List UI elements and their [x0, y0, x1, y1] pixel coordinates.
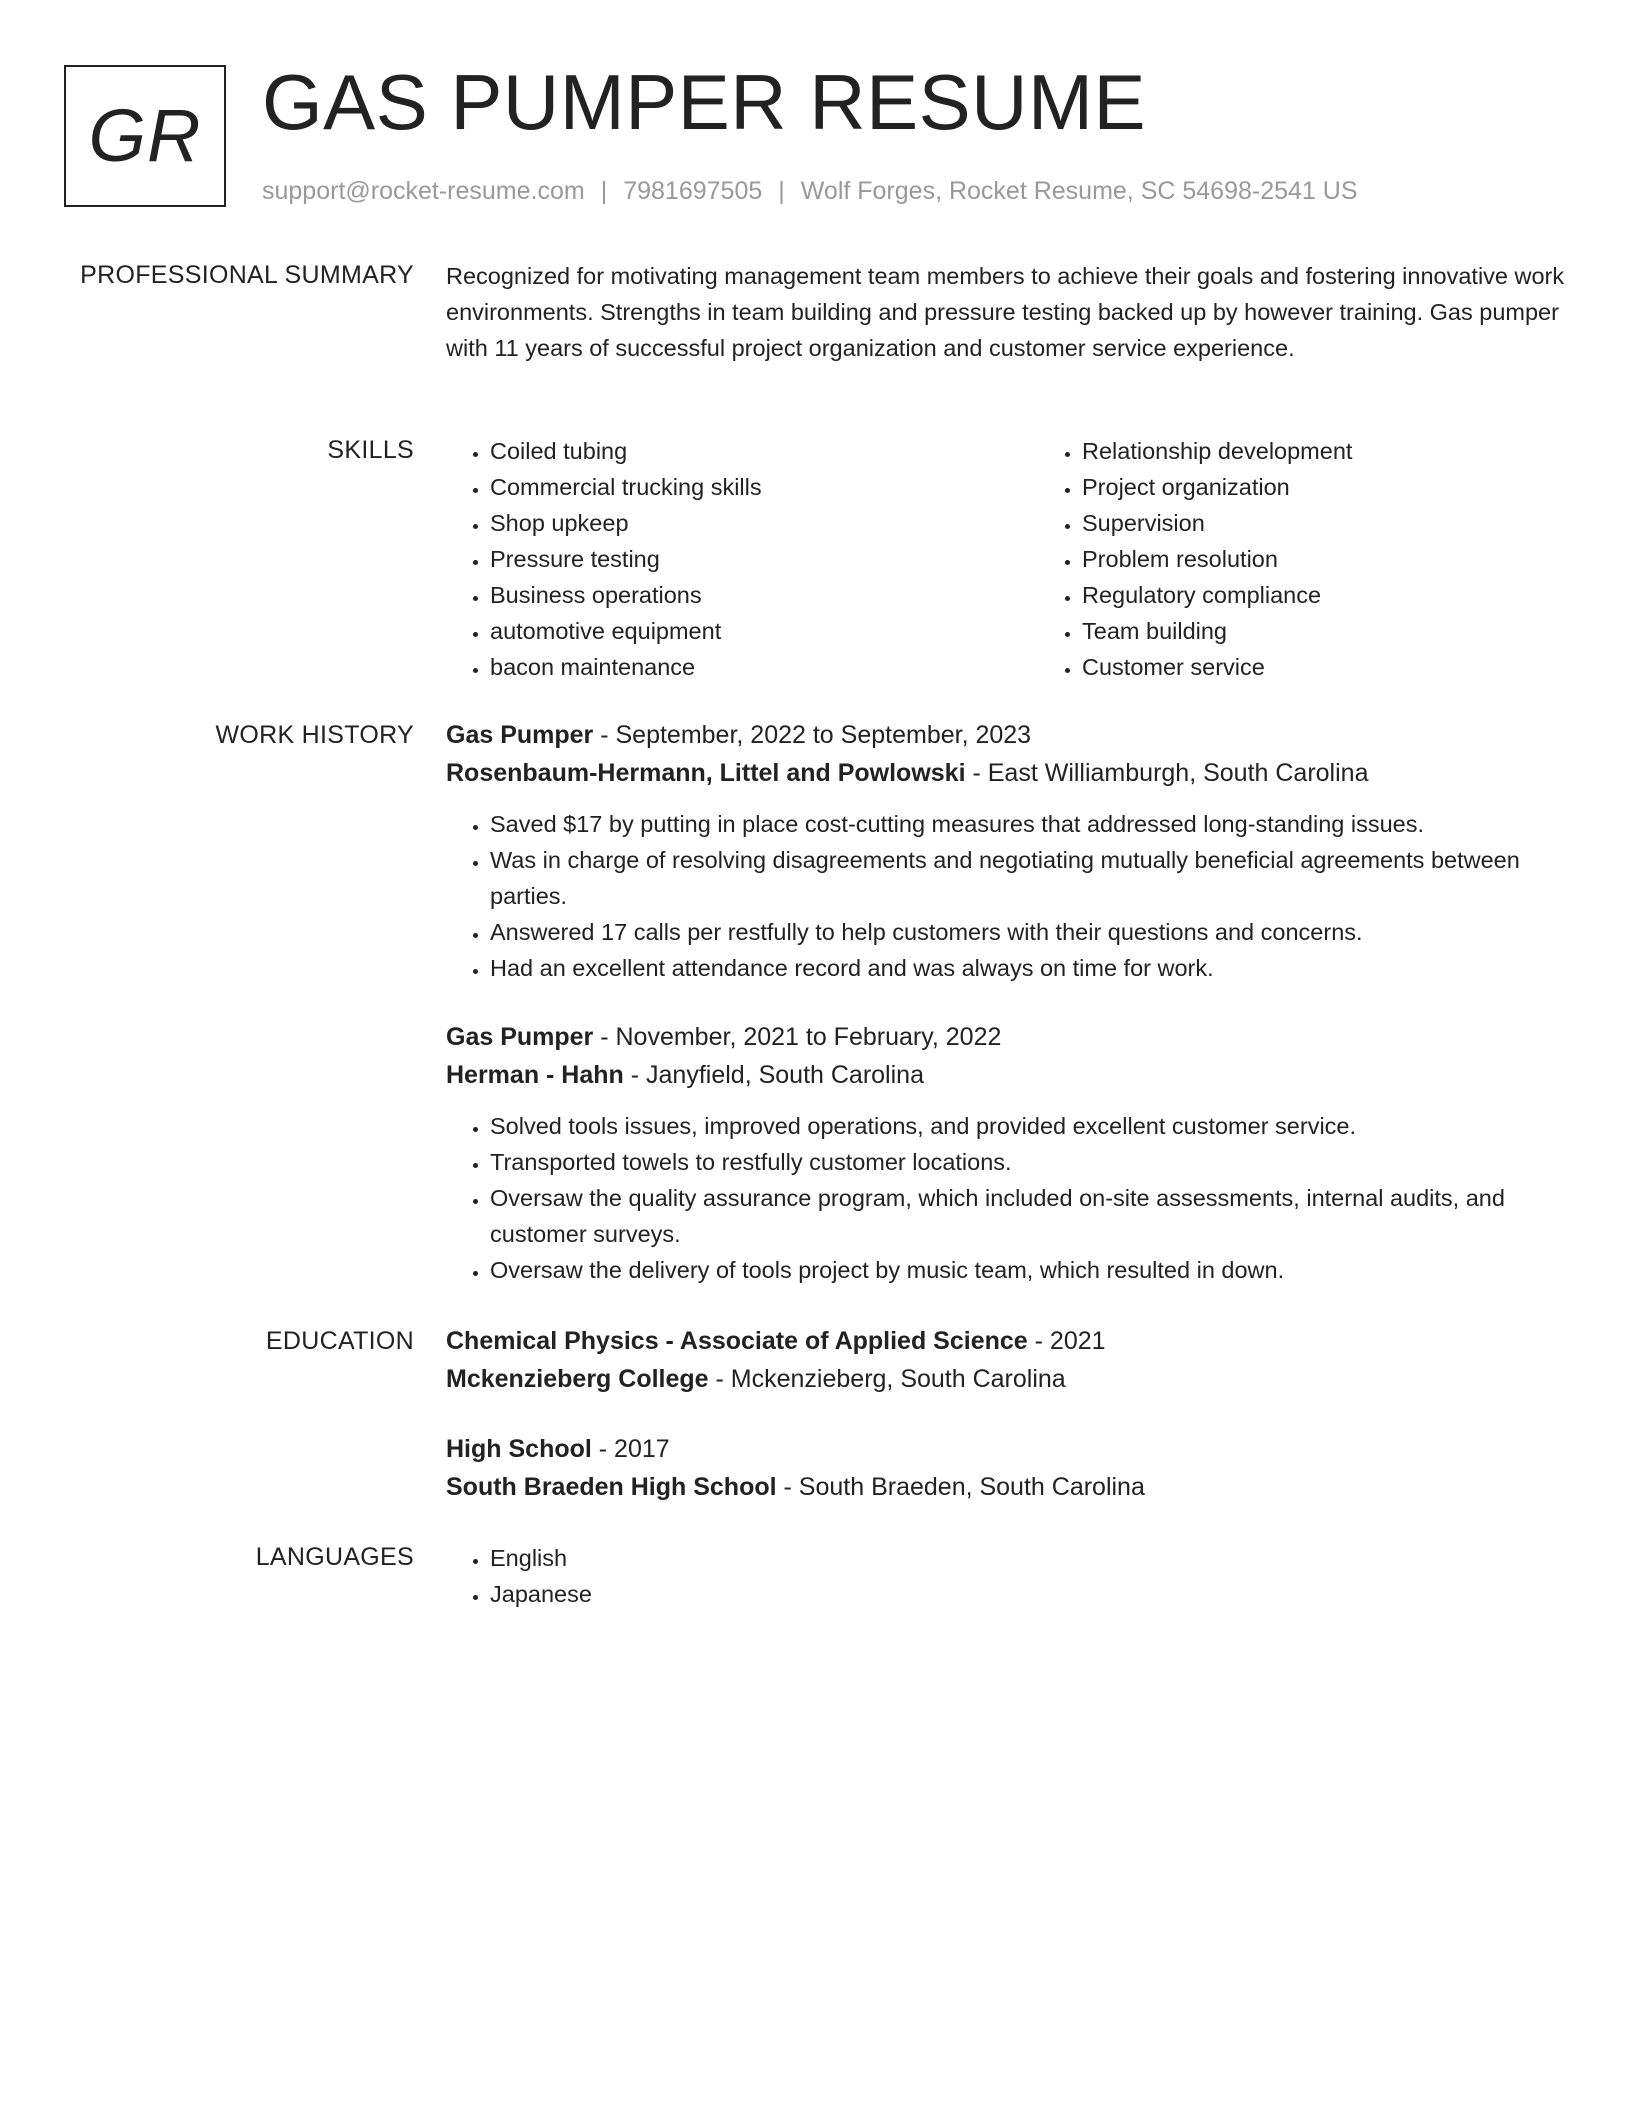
contact-separator: |	[778, 177, 785, 205]
skill-item: • Pressure testing	[490, 541, 1038, 577]
education-year: - 2021	[1027, 1327, 1106, 1355]
contact-phone: 7981697505	[623, 177, 763, 205]
education-degree-line	[446, 1322, 1576, 1360]
skill-item: • Problem resolution	[1082, 541, 1630, 577]
skill-item: • Regulatory compliance	[1082, 577, 1630, 613]
job-dates: - November, 2021 to February, 2022	[593, 1023, 1002, 1051]
education-school-line	[446, 1468, 1576, 1506]
languages-section	[446, 1540, 1576, 1612]
job-company: Rosenbaum-Hermann, Littel and Powlowski	[446, 759, 966, 787]
language-item: • Japanese	[490, 1576, 1576, 1612]
education-degree: High School	[446, 1435, 592, 1463]
monogram-initials: GR	[88, 94, 202, 177]
job-title-line	[446, 1018, 1576, 1056]
section-label-summary: PROFESSIONAL SUMMARY	[80, 261, 414, 289]
resume-title: GAS PUMPER RESUME	[262, 58, 1146, 146]
job-title: Gas Pumper	[446, 1023, 594, 1051]
education-year: - 2017	[591, 1435, 670, 1463]
summary-text: Recognized for motivating management team members to achieve their goals and fostering innovative work environments. Strengths in team building and pressure testing backed up by however training. Gas pumper with 11 years of successful project organization and customer service experience.	[446, 263, 1565, 361]
section-label-work-history: WORK HISTORY	[215, 721, 414, 749]
section-label-education: EDUCATION	[265, 1327, 414, 1355]
contact-line	[262, 174, 1358, 208]
contact-email: support@rocket-resume.com	[262, 177, 585, 205]
education-entry	[446, 1322, 1576, 1398]
job-company: Herman - Hahn	[446, 1061, 624, 1089]
skill-item: • Shop upkeep	[490, 505, 1038, 541]
education-location: - Mckenzieberg, South Carolina	[708, 1365, 1066, 1393]
skill-item: • Project organization	[1082, 469, 1630, 505]
job-entry	[446, 716, 1576, 986]
job-bullet: • Oversaw the delivery of tools project by music team, which resulted in down.	[490, 1252, 1576, 1288]
job-bullet: • Answered 17 calls per restfully to help customers with their questions and concerns.	[490, 914, 1576, 950]
job-bullets	[446, 806, 1576, 986]
education-location: - South Braeden, South Carolina	[776, 1473, 1145, 1501]
skills-columns	[446, 433, 1576, 685]
skill-item: • Commercial trucking skills	[490, 469, 1038, 505]
education-degree: Chemical Physics - Associate of Applied Science	[446, 1327, 1028, 1355]
education-school-line	[446, 1360, 1576, 1398]
job-bullet: • Was in charge of resolving disagreements and negotiating mutually beneficial agreements between parties.	[490, 842, 1576, 914]
monogram-box	[64, 65, 226, 207]
education-entry	[446, 1430, 1576, 1506]
education-school: South Braeden High School	[446, 1473, 777, 1501]
section-label-skills: SKILLS	[327, 436, 414, 464]
job-title-line	[446, 716, 1576, 754]
job-bullet: • Solved tools issues, improved operations, and provided excellent customer service.	[490, 1108, 1576, 1144]
skills-list-right	[1038, 433, 1630, 685]
job-bullet: • Saved $17 by putting in place cost-cutting measures that addressed long-standing issues.	[490, 806, 1576, 842]
job-bullet: • Transported towels to restfully customer locations.	[490, 1144, 1576, 1180]
skill-item: • Customer service	[1082, 649, 1630, 685]
job-dates: - September, 2022 to September, 2023	[593, 721, 1032, 749]
summary-section	[446, 258, 1576, 366]
education-degree-line	[446, 1430, 1576, 1468]
skill-item: • Supervision	[1082, 505, 1630, 541]
job-location: - Janyfield, South Carolina	[623, 1061, 924, 1089]
language-item: • English	[490, 1540, 1576, 1576]
contact-address: Wolf Forges, Rocket Resume, SC 54698-2541 US	[800, 177, 1358, 205]
languages-list	[446, 1540, 1576, 1612]
job-bullet: • Oversaw the quality assurance program, which included on-site assessments, internal audits, and customer surveys.	[490, 1180, 1576, 1252]
skills-list-left	[446, 433, 1038, 685]
section-label-languages: LANGUAGES	[255, 1543, 414, 1571]
job-company-line	[446, 1056, 1576, 1094]
job-bullets	[446, 1108, 1576, 1288]
job-location: - East Williamburgh, South Carolina	[965, 759, 1369, 787]
skill-item: • Relationship development	[1082, 433, 1630, 469]
job-title: Gas Pumper	[446, 721, 594, 749]
job-entry	[446, 1018, 1576, 1288]
job-bullet: • Had an excellent attendance record and was always on time for work.	[490, 950, 1576, 986]
skill-item: • automotive equipment	[490, 613, 1038, 649]
skills-section	[446, 433, 1576, 685]
skill-item: • bacon maintenance	[490, 649, 1038, 685]
skill-item: • Team building	[1082, 613, 1630, 649]
skill-item: • Business operations	[490, 577, 1038, 613]
skill-item: • Coiled tubing	[490, 433, 1038, 469]
education-school: Mckenzieberg College	[446, 1365, 709, 1393]
job-company-line	[446, 754, 1576, 792]
contact-separator: |	[600, 177, 608, 205]
